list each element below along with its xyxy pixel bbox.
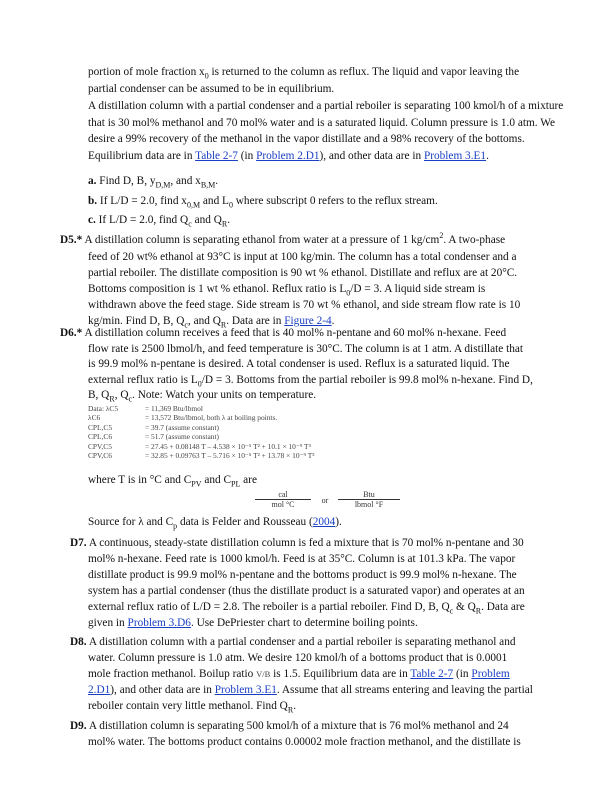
d9-line-2: mol% water. The bottoms product contains 0.00002 mole fraction methanol, and the distillate is <box>88 736 521 748</box>
d5-line-4: Bottoms composition is 1 wt % ethanol. Reflux ratio is $L_0/D = 3$. A liquid side stream is <box>88 283 486 298</box>
data-table-value: = 27.45 + 0.08148 T – 4.538 × 10⁻⁵ T² + 10.1 × 10⁻⁹ T³ <box>145 441 311 451</box>
felder-2004-link[interactable]: 2004 <box>312 516 336 528</box>
d6-line-4: external reflux ratio is $L_0/D = 3$. Bottoms from the partial reboiler is 99.8 mol% n-hexane. Find D, <box>88 374 533 389</box>
intro-line-2: partial condenser can be assumed to be in equilibrium. <box>88 83 335 95</box>
intro-line-1: portion of mole fraction $x_0$ is returned to the column as reflux. The liquid and vapor leaving the <box>88 66 520 81</box>
d5-line-5: withdrawn above the feed stage. Side stream is 70 wt % ethanol, and side stream flow rate is 10 <box>88 299 521 311</box>
d6-source-line: Source for λ and $C_p$ data is Felder and Rousseau (2004). <box>88 516 342 531</box>
d9-line-1: D9. A distillation column is separating 500 kmol/h of a mixture that is 76 mol% methanol and 24 <box>70 720 509 732</box>
d5-line-1: D5.* A distillation column is separating ethanol from water at a pressure of 1 $kg/cm^2$. A two-phase <box>60 231 506 246</box>
d8-line-2: water. Column pressure is 1.0 atm. We desire 120 kmol/h of a bottoms product that is 0.0001 <box>88 652 508 664</box>
d6-line-5: B, $Q_R$, $Q_c$. Note: Watch your units on temperature. <box>88 389 317 404</box>
data-table-key: CPV,C5 <box>88 441 112 451</box>
data-table <box>88 404 315 460</box>
data-table-key: Data: λC5 <box>88 404 119 413</box>
data-table-value: = 13,572 Btu/lbmol, both λ at boiling points. <box>145 413 278 423</box>
data-table-row <box>88 432 315 441</box>
data-table-row <box>88 442 315 451</box>
d5-line-6: kg/min. Find D, B, $Q_c$, and $Q_R$. Data are in Figure 2-4. <box>88 315 335 330</box>
data-table-key: CPL,C6 <box>88 432 113 442</box>
d8-line-1: D8. A distillation column with a partial condenser and a partial reboiler is separating methanol and <box>70 636 516 648</box>
unit-fraction-btu: Btu lbmol °F <box>338 490 400 509</box>
d8-line-4: 2.D1), and other data are in Problem 3.E1. Assume that all streams entering and leaving the partial <box>88 684 533 696</box>
d6-line-2: flow rate is 2500 lbmol/h, and feed temperature is 30°C. The column is at 1 atm. A distillate that <box>88 343 524 355</box>
data-table-value: = 11,369 Btu/lbmol <box>145 404 203 413</box>
part-c: c. If L/D = 2.0, find $Q_c$ and $Q_R$. <box>88 214 231 229</box>
d8-line-5: reboiler contain very little methanol. Find $Q_R$. <box>88 700 297 715</box>
data-table-row <box>88 423 315 432</box>
unit-fraction-cal: cal mol °C <box>255 490 311 509</box>
d6-line-1: D6.* A distillation column receives a feed that is 40 mol% n-pentane and 60 mol% n-hexane. Feed <box>60 327 507 339</box>
table-2-7-link-d8[interactable]: Table 2-7 <box>410 668 454 680</box>
data-table-row <box>88 404 315 413</box>
data-table-row <box>88 413 315 422</box>
d7-line-5: external reflux ratio of L/D = 2.8. The reboiler is a partial reboiler. Find D, B, $Q_c$ & $Q_R$. Data are <box>88 601 525 616</box>
d7-line-3: distillate product is 99.9 mol% n-pentane and the bottoms product is 99.9 mol% n-hexane. The <box>88 569 517 581</box>
problem-2-d1-link[interactable]: Problem 2.D1 <box>256 149 320 162</box>
data-table-value: = 39.7 (assume constant) <box>145 422 219 432</box>
d7-line-2: mol% n-hexane. Feed rate is 1000 kmol/h. Feed is at 35°C. Column is at 101.3 kPa. The vapor <box>88 553 516 565</box>
data-table-key: λC6 <box>88 413 101 423</box>
d6-line-3: is 99.9 mol% n-pentane is desired. A total condenser is used. Reflux is a saturated liquid. The <box>88 358 510 370</box>
part-a: a. Find D, B, $y_{D,M}$, and $x_{B,M}$. <box>88 175 219 190</box>
problem-2-d1-link-d8b[interactable]: 2.D1 <box>88 684 111 696</box>
d5-line-2: feed of 20 wt% ethanol at 93°C is input at 100 kg/min. The column has a total condenser and a <box>88 251 517 263</box>
data-table-key: CPV,C6 <box>88 451 112 461</box>
data-table-row <box>88 451 315 460</box>
d7-line-1: D7. A continuous, steady-state distillation column is fed a mixture that is 70 mol% n-pentane and 30 <box>70 537 524 549</box>
d8-line-3: mole fraction methanol. Boilup ratio V/B is 1.5. Equilibrium data are in Table 2-7 (in Problem <box>88 668 510 680</box>
data-table-value: = 32.85 + 0.09763 T – 5.716 × 10⁻⁵ T² + 13.78 × 10⁻⁹ T³ <box>145 451 315 461</box>
problem-paragraph: A distillation column with a partial condenser and a partial reboiler is separating 100 kmol/h of a mixture that is 30 mol% methanol and 70 mol% water and is a saturated liquid. Column pressure is 1.0 atm. We desire a 99% recovery of the methanol in the vapor distillate and a 98% recovery of the bottoms. Equilibrium data are in Table 2-7 (in Problem 2.D1), and other data are in Problem 3.E1. <box>88 100 564 162</box>
table-2-7-link[interactable]: Table 2-7 <box>195 149 238 162</box>
problem-3-e1-link-d8[interactable]: Problem 3.E1 <box>214 684 277 696</box>
d5-line-3: partial reboiler. The distillate composition is 90 wt % ethanol. Distillate and reflux are at 20°C. <box>88 267 518 279</box>
d6-where-line: where T is in °C and $C_{PV}$ and $C_{PL}$ are <box>88 474 257 489</box>
d7-line-6: given in Problem 3.D6. Use DePriester chart to determine boiling points. <box>88 617 418 629</box>
unit-or: or <box>321 496 329 505</box>
data-table-value: = 51.7 (assume constant) <box>145 432 219 442</box>
data-table-key: CPL,C5 <box>88 422 113 432</box>
problem-3-e1-link[interactable]: Problem 3.E1 <box>423 149 487 162</box>
d7-line-4: system has a partial condenser (thus the distillate product is a saturated vapor) and operates at an <box>88 585 525 597</box>
problem-2-d1-link-d8[interactable]: Problem <box>471 668 510 680</box>
part-b: b. If L/D = 2.0, find $x_{0,M}$ and $L_0$ where subscript 0 refers to the reflux stream. <box>88 195 438 210</box>
figure-2-4-link[interactable]: Figure 2-4 <box>284 315 332 327</box>
problem-3-d6-link[interactable]: Problem 3.D6 <box>127 617 191 629</box>
